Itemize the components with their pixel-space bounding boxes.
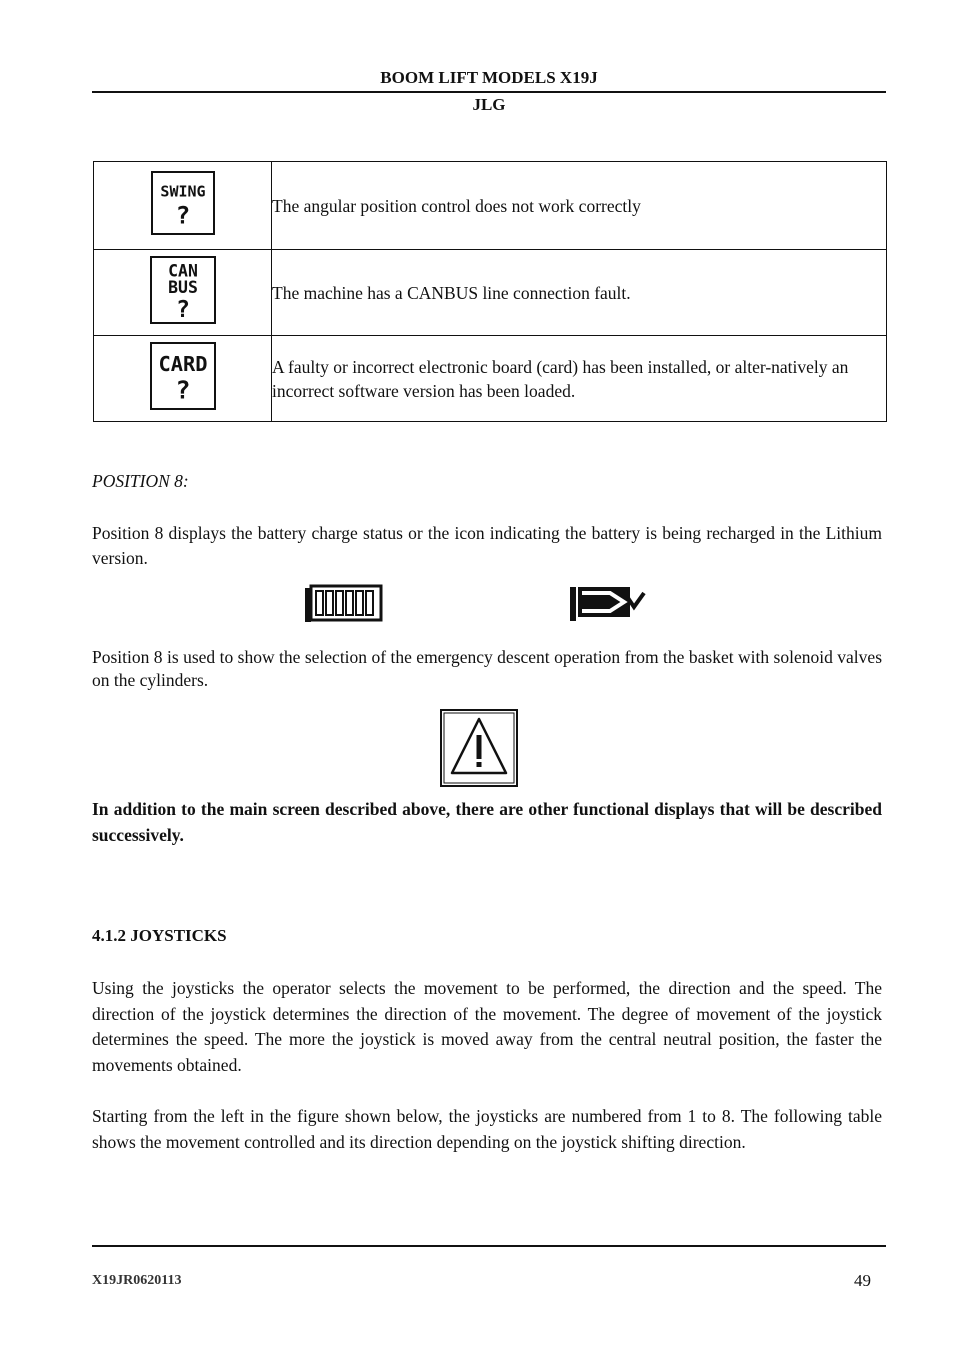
- page-number: 49: [854, 1271, 871, 1290]
- svg-text:BUS: BUS: [167, 277, 198, 297]
- header-divider: [92, 91, 886, 93]
- section-heading-joysticks: 4.1.2 JOYSTICKS: [92, 926, 227, 945]
- fault-description: A faulty or incorrect electronic board (card) has been installed, or alter-natively an incorrect software version has been loaded.: [272, 336, 887, 422]
- svg-text:SWING: SWING: [159, 181, 206, 200]
- footer-divider: [92, 1245, 886, 1247]
- functional-displays-note: In addition to the main screen described above, there are other functional displays that will be described successively.: [92, 799, 882, 845]
- fault-description: The machine has a CANBUS line connection fault.: [272, 250, 887, 336]
- swing-fault-icon: [151, 171, 215, 235]
- document-code: X19JR0620113: [92, 1273, 182, 1288]
- svg-text:CAN: CAN: [167, 260, 198, 280]
- document-brand: JLG: [472, 95, 506, 114]
- document-title: BOOM LIFT MODELS X19J: [380, 68, 598, 87]
- fault-description: The angular position control does not work correctly: [272, 162, 887, 250]
- table-row: [94, 250, 887, 336]
- joysticks-paragraph-1: Using the joysticks the operator selects the movement to be performed, the direction and the speed. The direction of the joystick determines the direction of the movement. The degree of movement of the joystick determines the speed. The more the joystick is moved away from the central neutral position, the faster the movements obtained.: [92, 978, 882, 1075]
- battery-charging-icon: [570, 583, 648, 623]
- table-row: [94, 336, 887, 422]
- position8-paragraph-2: Position 8 is used to show the selection of the emergency descent operation from the basket with solenoid valves on the cylinders.: [92, 647, 882, 690]
- warning-icon: [440, 709, 518, 787]
- svg-text:?: ?: [175, 200, 190, 230]
- table-row: [94, 162, 887, 250]
- fault-icon-table: [93, 161, 887, 422]
- svg-text:CARD: CARD: [158, 351, 207, 376]
- position8-paragraph-1: Position 8 displays the battery charge status or the icon indicating the battery is being recharged in the Lithium version.: [92, 523, 882, 568]
- canbus-fault-icon: [150, 256, 216, 324]
- section-heading-position8: POSITION 8:: [92, 471, 189, 491]
- card-fault-icon: [150, 342, 216, 410]
- svg-text:?: ?: [174, 374, 191, 404]
- joysticks-paragraph-2: Starting from the left in the figure shown below, the joysticks are numbered from 1 to 8. The following table shows the movement controlled and its direction depending on the joystick shifting direction.: [92, 1106, 882, 1152]
- battery-full-icon: [305, 584, 383, 624]
- svg-text:?: ?: [175, 295, 190, 322]
